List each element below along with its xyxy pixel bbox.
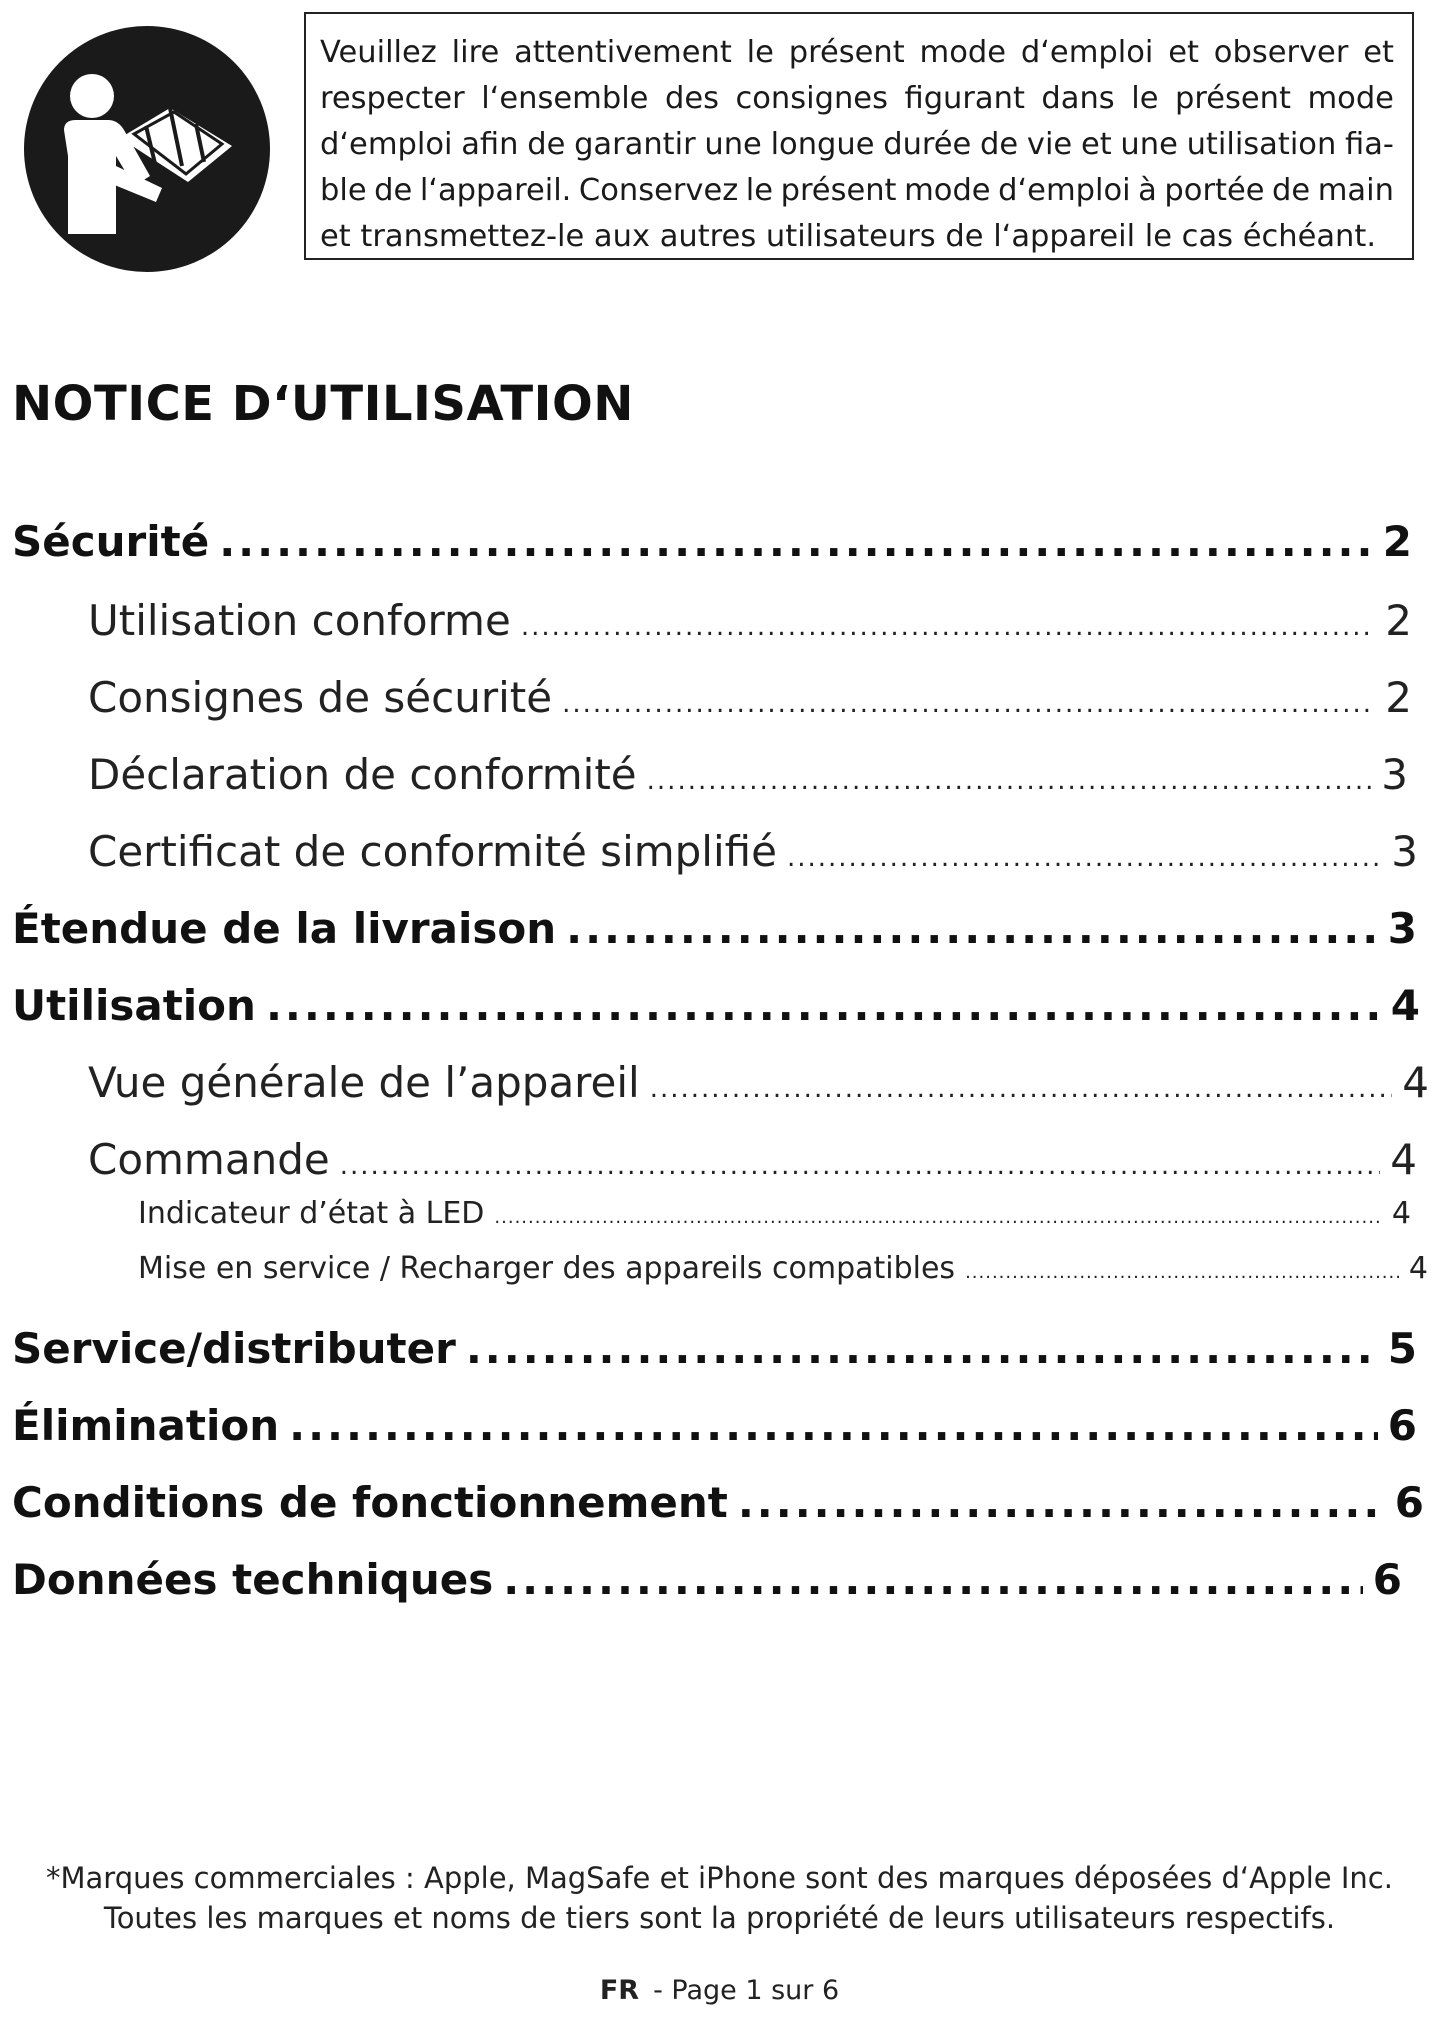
toc-entry-elimination[interactable]	[12, 1396, 1417, 1456]
toc-entry-certificat-conformite[interactable]	[88, 822, 1418, 882]
language-code: FR	[599, 1975, 640, 2006]
notice-word: mode	[1307, 81, 1394, 116]
toc-entry-label: Mise en service / Recharger des appareils compatibles	[138, 1251, 956, 1286]
toc-entry-label: Service/distributer	[12, 1324, 456, 1373]
toc-page-number: 4	[1391, 1196, 1411, 1231]
toc-entry-label: Utilisation conforme	[88, 596, 511, 645]
notice-word: figurant	[904, 81, 1025, 116]
read-manual-icon	[24, 26, 270, 272]
notice-word: présent	[788, 35, 905, 70]
toc-leader-dots	[566, 899, 1378, 959]
toc-entry-commande[interactable]	[88, 1130, 1417, 1190]
page-footer	[0, 1975, 1439, 2006]
toc-entry-label: Utilisation	[12, 981, 256, 1030]
notice-word: le	[746, 35, 774, 70]
notice-word: durée	[883, 127, 972, 162]
notice-word: de	[527, 127, 566, 162]
notice-word: fia-	[1345, 127, 1394, 162]
notice-word: mode	[904, 173, 991, 208]
toc-entry-label: Consignes de sécurité	[88, 673, 553, 722]
notice-word: consignes	[735, 81, 888, 116]
toc-entry-label: Conditions de fonctionnement	[12, 1478, 728, 1527]
notice-word: attentivement	[514, 35, 732, 70]
toc-page-number: 4	[1390, 1135, 1417, 1184]
notice-word: le	[745, 173, 774, 208]
notice-box	[304, 12, 1414, 260]
notice-word: utilisation	[1186, 127, 1337, 162]
toc-entry-vue-generale[interactable]	[88, 1053, 1429, 1113]
notice-word: observer	[1213, 35, 1349, 70]
toc-entry-label: Élimination	[12, 1401, 280, 1450]
toc-leader-dots	[466, 1319, 1378, 1379]
toc-entry-label: Données techniques	[12, 1555, 494, 1604]
toc-page-number: 6	[1387, 1401, 1417, 1450]
toc-leader-dots	[738, 1473, 1385, 1533]
toc-entry-utilisation-conforme[interactable]	[88, 591, 1412, 651]
notice-line	[320, 76, 1394, 122]
toc-entry-label: Étendue de la livraison	[12, 904, 557, 953]
notice-line: et transmettez-le aux autres utilisateurs de l‘appareil le cas échéant.	[320, 219, 1377, 254]
notice-word: dans	[1041, 81, 1115, 116]
notice-word: longue	[770, 127, 875, 162]
toc-leader-dots	[787, 828, 1381, 882]
notice-word: d‘emploi	[998, 173, 1131, 208]
toc-entry-securite[interactable]	[12, 512, 1412, 572]
toc-page-number: 3	[1387, 904, 1417, 953]
notice-word: une	[1120, 127, 1178, 162]
toc-entry-indicateur-led[interactable]	[138, 1192, 1411, 1236]
notice-word: vie	[1026, 127, 1073, 162]
notice-word: et	[1363, 35, 1394, 70]
page-number: - Page 1 sur 6	[653, 1975, 840, 2006]
toc-page-number: 2	[1385, 673, 1412, 722]
toc-page-number: 5	[1387, 1324, 1417, 1373]
notice-word: l‘ensemble	[481, 81, 649, 116]
toc-entry-label: Certificat de conformité simplifié	[88, 827, 777, 876]
toc-entry-mise-en-service[interactable]	[138, 1247, 1428, 1291]
toc-leader-dots	[289, 1396, 1378, 1456]
notice-word: portée	[1164, 173, 1265, 208]
notice-line	[320, 122, 1394, 168]
toc-leader-dots	[650, 1059, 1393, 1113]
toc-entry-donnees-techniques[interactable]	[12, 1550, 1402, 1610]
notice-word: Conservez	[578, 173, 739, 208]
toc-leader-dots	[219, 512, 1373, 572]
toc-entry-conditions-fonctionnement[interactable]	[12, 1473, 1424, 1533]
toc-entry-consignes-securite[interactable]	[88, 668, 1412, 728]
trademark-line: *Marques commerciales : Apple, MagSafe et iPhone sont des marques déposées d‘Apple Inc.	[46, 1861, 1393, 1895]
notice-word: Veuillez	[320, 35, 437, 70]
trademark-notice	[0, 1858, 1439, 1938]
notice-word: d‘emploi	[1020, 35, 1154, 70]
toc-page-number: 4	[1402, 1058, 1429, 1107]
notice-word: à	[1138, 173, 1157, 208]
toc-page-number: 4	[1390, 981, 1420, 1030]
notice-word: présent	[1174, 81, 1291, 116]
notice-word: respecter	[320, 81, 465, 116]
notice-word: l‘appareil.	[419, 173, 572, 208]
toc-leader-dots	[494, 1196, 1382, 1236]
toc-leader-dots	[503, 1550, 1363, 1610]
notice-word: ble	[320, 173, 367, 208]
toc-entry-label: Sécurité	[12, 517, 210, 566]
toc-entry-declaration-conformite[interactable]	[88, 745, 1408, 805]
toc-page-number: 2	[1385, 596, 1412, 645]
toc-leader-dots	[647, 751, 1372, 805]
toc-leader-dots	[266, 976, 1381, 1036]
toc-leader-dots	[521, 597, 1375, 651]
notice-word: des	[664, 81, 719, 116]
notice-word: main	[1317, 173, 1394, 208]
toc-page-number: 6	[1394, 1478, 1424, 1527]
notice-word: d‘emploi	[320, 127, 453, 162]
toc-leader-dots	[340, 1136, 1381, 1190]
toc-entry-label: Indicateur d’état à LED	[138, 1196, 485, 1231]
notice-word: et	[1080, 127, 1112, 162]
notice-word: garantir	[574, 127, 696, 162]
toc-page-number: 3	[1391, 827, 1418, 876]
toc-leader-dots	[562, 674, 1375, 728]
notice-word: le	[1131, 81, 1159, 116]
toc-page-number: 4	[1408, 1251, 1428, 1286]
toc-page-number: 3	[1381, 750, 1408, 799]
notice-word: de	[374, 173, 413, 208]
notice-word: une	[704, 127, 762, 162]
notice-word: de	[980, 127, 1019, 162]
notice-line	[320, 168, 1394, 214]
notice-word: présent	[780, 173, 897, 208]
toc-page-number: 2	[1382, 517, 1412, 566]
notice-word: lire	[451, 35, 500, 70]
notice-line	[320, 30, 1394, 76]
toc-entry-etendue-livraison[interactable]	[12, 899, 1417, 959]
toc-page-number: 6	[1372, 1555, 1402, 1604]
notice-word: et	[1168, 35, 1199, 70]
toc-entry-label: Commande	[88, 1135, 330, 1184]
notice-word: afin	[461, 127, 519, 162]
toc-entry-utilisation[interactable]	[12, 976, 1420, 1036]
trademark-line: Toutes les marques et noms de tiers sont la propriété de leurs utilisateurs respectifs.	[103, 1901, 1336, 1935]
notice-word: mode	[919, 35, 1007, 70]
toc-entry-label: Vue générale de l’appareil	[88, 1058, 640, 1107]
toc-leader-dots	[965, 1251, 1399, 1291]
toc-entry-service-distributer[interactable]	[12, 1319, 1417, 1379]
page-title: NOTICE D‘UTILISATION	[12, 376, 634, 432]
notice-word: de	[1272, 173, 1311, 208]
toc-entry-label: Déclaration de conformité	[88, 750, 637, 799]
